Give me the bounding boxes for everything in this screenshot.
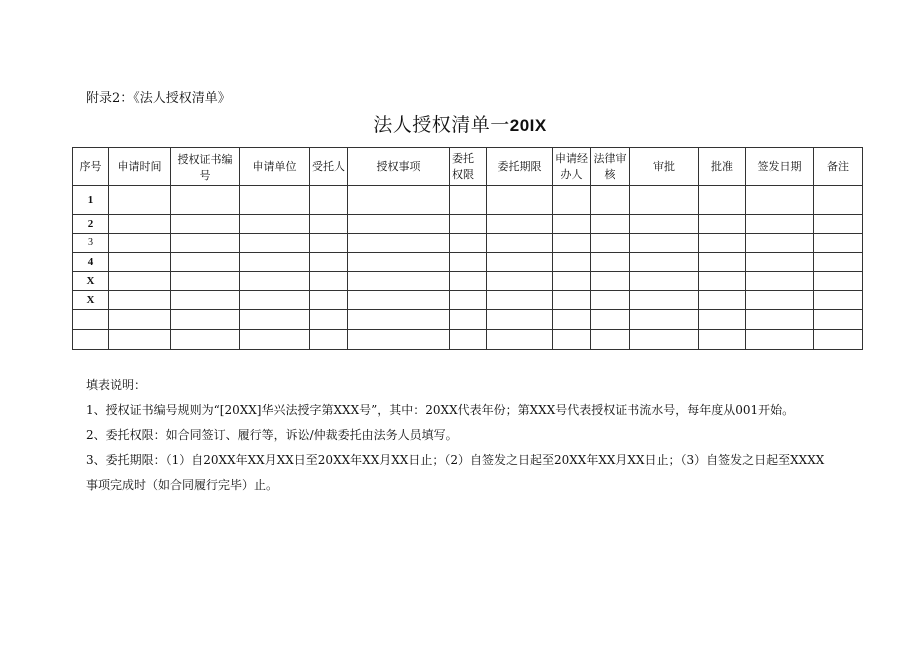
row-number: X (73, 291, 109, 310)
header-cell: 法律审核 (591, 148, 630, 186)
header-cell: 申请单位 (240, 148, 310, 186)
header-cell: 委托权限 (450, 148, 487, 186)
table-row (73, 215, 863, 234)
row-number: 4 (73, 253, 109, 272)
row-number (73, 310, 109, 330)
table-row (73, 330, 863, 350)
header-cell: 申请时间 (109, 148, 171, 186)
instruction-item-1: 1、授权证书编号规则为“[20XX]华兴法授字第XXX号”，其中：20XX代表年份；第XXX号代表授权证书流水号，每年度从001开始。 (86, 403, 795, 417)
authorization-table (72, 147, 863, 350)
table-row (73, 272, 863, 291)
table-row (73, 291, 863, 310)
table-row (73, 253, 863, 272)
row-number: 1 (73, 186, 109, 215)
instructions-heading: 填表说明： (86, 378, 147, 392)
table-header-row (73, 148, 863, 186)
row-number: 3 (73, 234, 109, 253)
header-cell: 受托人 (310, 148, 348, 186)
header-cell: 审批 (630, 148, 699, 186)
document-title (0, 110, 920, 137)
instruction-item-3-line2: 事项完成时（如合同履行完毕）止。 (86, 478, 279, 492)
header-cell: 委托期限 (487, 148, 553, 186)
row-number: X (73, 272, 109, 291)
appendix-label: 附录2：《法人授权清单》 (86, 91, 231, 106)
instruction-item-2: 2、委托权限：如合同签订、履行等，诉讼/仲裁委托由法务人员填写。 (86, 428, 458, 442)
row-number (73, 330, 109, 350)
header-cell: 授权事项 (348, 148, 450, 186)
header-cell: 序号 (73, 148, 109, 186)
title-year: 20IX (509, 116, 547, 135)
header-cell: 申请经办人 (553, 148, 591, 186)
table-row (73, 310, 863, 330)
header-cell: 备注 (814, 148, 863, 186)
row-number: 2 (73, 215, 109, 234)
table-row (73, 186, 863, 215)
header-cell: 授权证书编号 (171, 148, 240, 186)
filling-instructions (86, 373, 824, 498)
header-cell: 签发日期 (746, 148, 814, 186)
title-text: 法人授权清单一 (373, 114, 510, 136)
table-row (73, 234, 863, 253)
header-cell: 批准 (699, 148, 746, 186)
instruction-item-3-line1: 3、委托期限：（1）自20XX年XX月XX日至20XX年XX月XX日止；（2）自签发之日起至20XX年XX月XX日止；（3）自签发之日起至XXXX (86, 453, 825, 467)
